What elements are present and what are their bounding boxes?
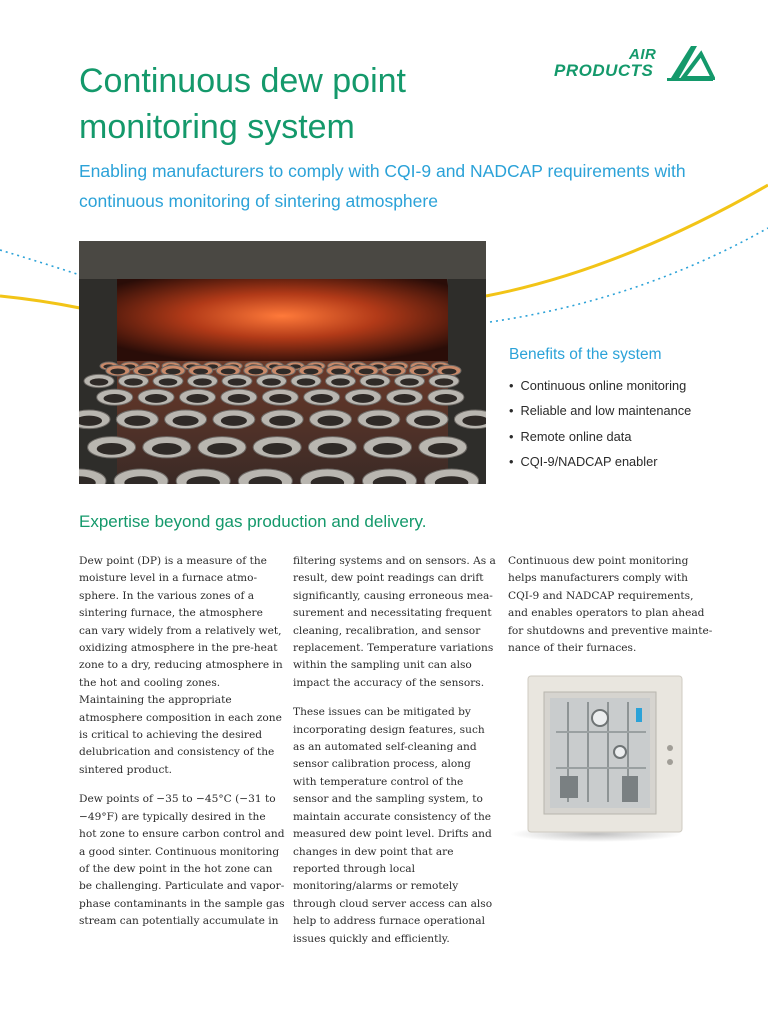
logo-word-products: PRODUCTS: [554, 61, 654, 80]
page-title: Continuous dew point monitoring system: [79, 62, 407, 146]
list-item: • Reliable and low maintenance: [509, 402, 691, 427]
monitoring-cabinet-photo: [510, 672, 716, 842]
logo-word-air: AIR: [629, 46, 657, 63]
paragraph: Continuous dew point monitoring helps manufacturers comply with CQI-9 and NADCAP requirements, and enables operators to plan ahead for shutdowns and preventive mainte-nance of their furnaces.: [508, 555, 713, 655]
paragraph: filtering systems and on sensors. As a result, dew point readings can drift significantly, causing erroneous mea-surement and necessitating frequent cleaning, recalibration, and sensor replacement. Temperature variations within the sampling unit can also impact the accuracy of the sensors.: [293, 555, 496, 689]
list-item: • Continuous online monitoring: [509, 377, 691, 402]
paragraph: Dew points of −35 to −45°C (−31 to −49°F) are typically desired in the hot zone to ensure carbon control and a good sinter. Continuous monitoring of the dew point in the hot zone can be challenging. Particulate and vapor-phase contaminants in the sample gas stream can potentially accumulate in: [79, 793, 285, 928]
air-products-logo: [554, 44, 714, 84]
paragraph: These issues can be mitigated by incorporating design features, such as an automated self-cleaning and sensor calibration process, along with temperature control of the sensor and the sampling system, to maintain accurate consistency of the measured dew point level. Drifts and changes in dew point that are reported through local monitoring/alarms or remotely through cloud server access can also help to address furnace operational issues quickly and efficiently.: [293, 706, 493, 945]
body-column-2: [293, 553, 497, 960]
body-column-1: [79, 553, 285, 943]
section-heading: Expertise beyond gas production and delivery.: [79, 512, 427, 531]
body-column-3: [508, 553, 714, 669]
benefits-heading: Benefits of the system: [509, 346, 662, 363]
furnace-photo: [79, 241, 486, 484]
list-item: • Remote online data: [509, 428, 691, 453]
benefits-list: [509, 377, 691, 479]
paragraph: Dew point (DP) is a measure of the moisture level in a furnace atmo-sphere. In the various zones of a sintering furnace, the atmosphere can vary widely from a relatively wet, oxidizing atmosphere in the pre-heat zone to a dry, reducing atmosphere in the hot and cooling zones. Maintaining the appropriate atmosphere composition in each zone is critical to achieving the desired delubrication and consistency of the sintered product.: [79, 555, 283, 776]
page-subtitle: Enabling manufacturers to comply with CQI-9 and NADCAP requirements with continuous monitoring of sintering atmosphere: [79, 161, 686, 211]
list-item: • CQI-9/NADCAP enabler: [509, 453, 691, 478]
logo-mark-icon: [667, 44, 715, 82]
